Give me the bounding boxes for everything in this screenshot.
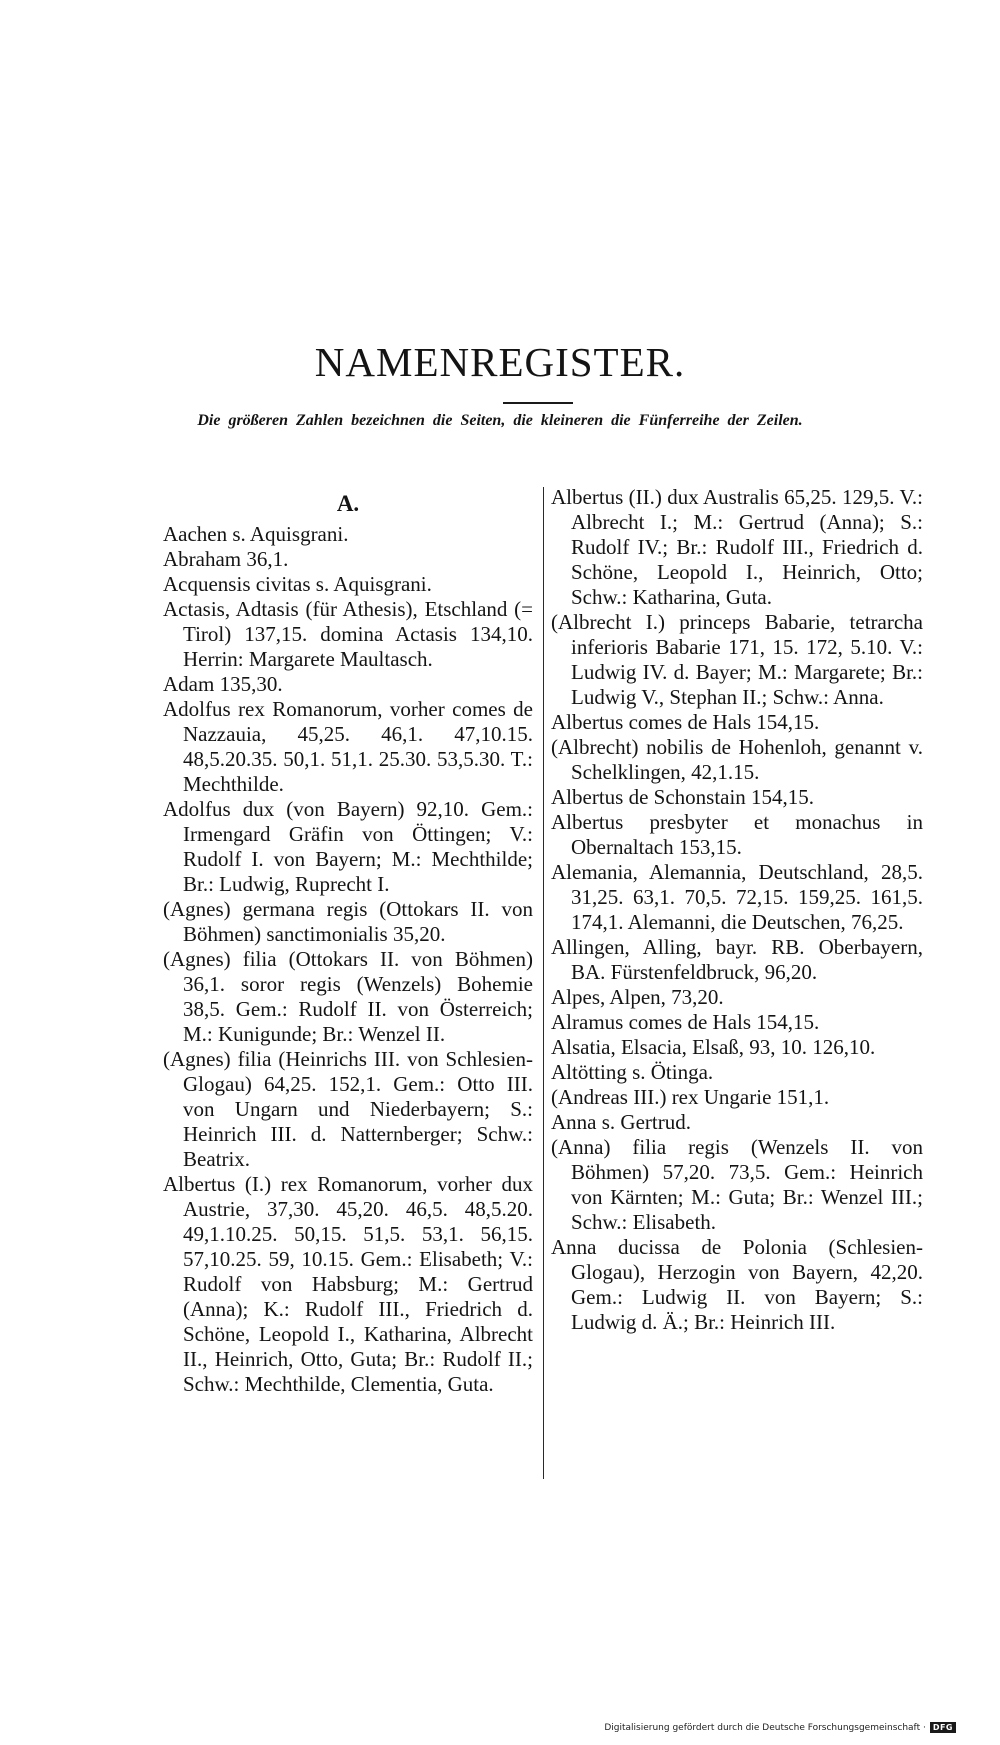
index-entry: Adam 135,30. bbox=[163, 672, 283, 696]
footer-text: Digitalisierung gefördert durch die Deutsche Forschungsgemeinschaft · bbox=[604, 1722, 926, 1733]
index-entry: Anna ducissa de Polonia (Schlesien-Glogau), Herzogin von Bayern, 42,20. Gem.: Ludwig II. von Bayern; S.: Ludwig d. Ä.; Br.: Heinrich III. bbox=[551, 1235, 923, 1334]
dfg-logo: DFG bbox=[930, 1722, 956, 1733]
index-entry: Acquensis civitas s. Aquisgrani. bbox=[163, 572, 432, 596]
left-column bbox=[163, 485, 533, 1397]
index-entry: Abraham 36,1. bbox=[163, 547, 289, 571]
index-entry: Albertus de Schonstain 154,15. bbox=[551, 785, 815, 809]
index-entry: (Agnes) filia (Ottokars II. von Böhmen) 36,1. soror regis (Wenzels) Bohemie 38,5. Gem.: Rudolf II. von Österreich; M.: Kunigunde; Br.: Wenzel II. bbox=[163, 947, 533, 1046]
index-entry: (Albrecht) nobilis de Hohenloh, genannt v. Schelklingen, 42,1.15. bbox=[551, 735, 923, 784]
index-entry: Adolfus dux (von Bayern) 92,10. Gem.: Irmengard Gräfin von Öttingen; V.: Rudolf I. von Bayern; M.: Mechthilde; Br.: Ludwig, Ruprecht I. bbox=[163, 797, 533, 896]
index-entry: (Agnes) filia (Heinrichs III. von Schlesien-Glogau) 64,25. 152,1. Gem.: Otto III. von Ungarn und Niederbayern; S.: Heinrich III. d. Natternberger; Schw.: Beatrix. bbox=[163, 1047, 533, 1171]
right-entry-list bbox=[551, 485, 923, 1335]
page-subtitle: Die größeren Zahlen bezeichnen die Seiten, die kleineren die Fünferreihe der Zeilen. bbox=[197, 412, 803, 429]
index-entry: Anna s. Gertrud. bbox=[551, 1110, 691, 1134]
index-entry: Aachen s. Aquisgrani. bbox=[163, 522, 349, 546]
section-letter: A. bbox=[336, 491, 360, 516]
page-title: NAMENREGISTER. bbox=[314, 339, 686, 385]
left-entry-list bbox=[163, 522, 533, 1397]
index-entry: (Anna) filia regis (Wenzels II. von Böhmen) 57,20. 73,5. Gem.: Heinrich von Kärnten; M.: Guta; Br.: Wenzel III.; Schw.: Elisabeth. bbox=[551, 1135, 923, 1234]
index-entry: Albertus (I.) rex Romanorum, vorher dux Austrie, 37,30. 45,20. 46,5. 48,5.20. 49,1.10.25. 50,15. 51,5. 53,1. 56,15. 57,10.25. 59, 10.15. Gem.: Elisabeth; V.: Rudolf von Habsburg; M.: Gertrud (Anna); K.: Rudolf III., Friedrich d. Schöne, Leopold I., Katharina, Albrecht II., Heinrich, Otto, Guta; Br.: Rudolf II.; Schw.: Mechthilde, Clementia, Guta. bbox=[163, 1172, 533, 1396]
column-divider bbox=[543, 487, 544, 1479]
index-entry: Alsatia, Elsacia, Elsaß, 93, 10. 126,10. bbox=[551, 1035, 876, 1059]
footer bbox=[604, 1722, 956, 1733]
index-entry: Actasis, Adtasis (für Athesis), Etschland (= Tirol) 137,15. domina Actasis 134,10. Herrin: Margarete Maultasch. bbox=[163, 597, 533, 671]
index-entry: Alemania, Alemannia, Deutschland, 28,5. 31,25. 63,1. 70,5. 72,15. 159,25. 161,5. 174,1. Alemanni, die Deutschen, 76,25. bbox=[551, 860, 923, 934]
title-rule bbox=[503, 402, 573, 404]
index-entry: Albertus presbyter et monachus in Obernaltach 153,15. bbox=[551, 810, 923, 859]
right-column bbox=[551, 485, 923, 1335]
index-entry: (Agnes) germana regis (Ottokars II. von Böhmen) sanctimonialis 35,20. bbox=[163, 897, 533, 946]
index-entry: Altötting s. Ötinga. bbox=[551, 1060, 714, 1084]
index-entry: Alramus comes de Hals 154,15. bbox=[551, 1010, 820, 1034]
index-entry: (Albrecht I.) princeps Babarie, tetrarcha inferioris Babarie 171, 15. 172, 5.10. V.: Ludwig IV. d. Bayer; M.: Margarete; Br.: Ludwig V., Stephan II.; Schw.: Anna. bbox=[551, 610, 923, 709]
index-entry: Adolfus rex Romanorum, vorher comes de Nazzauia, 45,25. 46,1. 47,10.15. 48,5.20.35. 50,1. 51,1. 25.30. 53,5.30. T.: Mechthilde. bbox=[163, 697, 533, 796]
index-entry: (Andreas III.) rex Ungarie 151,1. bbox=[551, 1085, 830, 1109]
index-entry: Allingen, Alling, bayr. RB. Oberbayern, BA. Fürstenfeldbruck, 96,20. bbox=[551, 935, 923, 984]
index-entry: Albertus (II.) dux Australis 65,25. 129,5. V.: Albrecht I.; M.: Gertrud (Anna); S.: Rudolf IV.; Br.: Rudolf III., Friedrich d. Schöne, Leopold I., Heinrich, Otto; Schw.: Katharina, Guta. bbox=[551, 485, 923, 609]
index-entry: Albertus comes de Hals 154,15. bbox=[551, 710, 820, 734]
index-entry: Alpes, Alpen, 73,20. bbox=[551, 985, 724, 1009]
